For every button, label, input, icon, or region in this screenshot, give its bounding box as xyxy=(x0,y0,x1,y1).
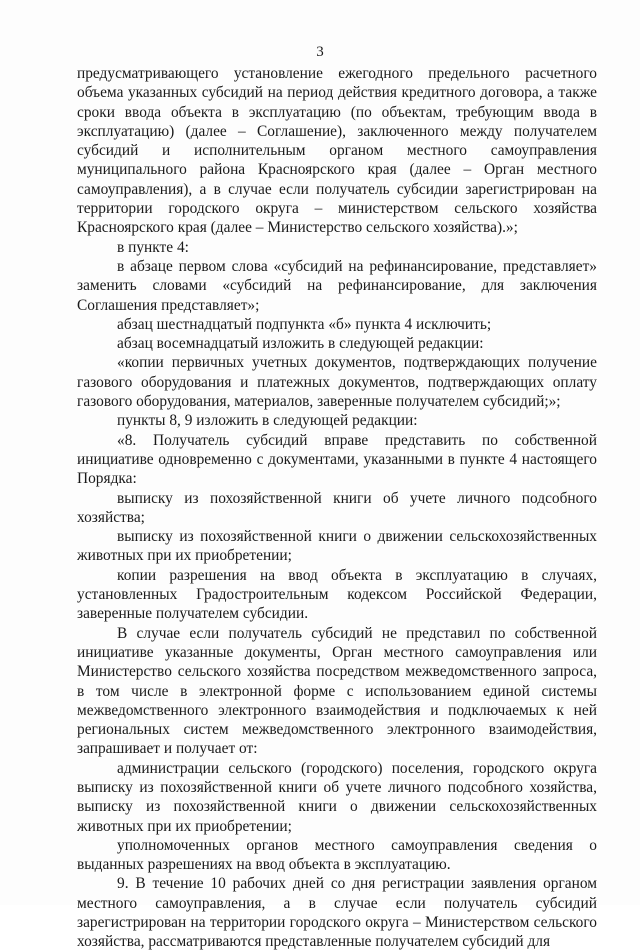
paragraph: абзац шестнадцатый подпункта «б» пункта 4 исключить; xyxy=(117,315,492,333)
paragraph: предусматривающего установление ежегодного предельного расчетного объема указанных субсидий на период действия кредитного договора, а также сроки ввода объекта в эксплуатацию (по объектам, требующим ввода в эксплуатацию) (далее – Соглашение), заключенного между получателем субсидий и исполнительным органом местного самоуправления муниципального района Красноярского края (далее – Орган местного самоуправления), а в случае если получатель субсидии зарегистрирован на территории городского округа – министерством сельского хозяйства Красноярского края (далее – Министерство сельского хозяйства).»; xyxy=(77,65,597,237)
paragraph: в пункте 4: xyxy=(117,238,189,256)
paragraph: пункты 8, 9 изложить в следующей редакции: xyxy=(117,412,418,430)
paragraph: выписку из похозяйственной книги об учете личного подсобного хозяйства; xyxy=(77,489,597,526)
paragraph: «копии первичных учетных документов, подтверждающих получение газового оборудования и платежных документов, подтверждающих оплату газового оборудования, материалов, заверенные получателем субсидий;»; xyxy=(77,354,597,411)
paragraph: В случае если получатель субсидий не представил по собственной инициативе указанные документы, Орган местного самоуправления или Министерство сельского хозяйства посредством межведомственного запроса, в том числе в электронной форме с использованием единой системы межведомственного электронного взаимодействия и подключаемых к ней региональных систем межведомственного электронного взаимодействия, запрашивает и получает от: xyxy=(77,624,597,758)
paragraph: «8. Получатель субсидий вправе представить по собственной инициативе одновременно с документами, указанными в пункте 4 настоящего Порядка: xyxy=(77,431,597,488)
paragraph: копии разрешения на ввод объекта в эксплуатацию в случаях, установленных Градостроительным кодексом Российской Федерации, заверенные получателем субсидии. xyxy=(77,566,597,623)
paragraph: 9. В течение 10 рабочих дней со дня регистрации заявления органом местного самоуправления, а в случае если получатель субсидий зарегистрирован на территории городского округа – Министерством сельского хозяйства, рассматриваются представленные получателем субсидий для xyxy=(77,875,597,951)
paragraph: выписку из похозяйственной книги о движении сельскохозяйственных животных при их приобретении; xyxy=(77,528,597,565)
paragraph: администрации сельского (городского) поселения, городского округа выписку из похозяйственной книги об учете личного подсобного хозяйства, выписку из похозяйственной книги о движении сельскохозяйственных животных при их приобретении; xyxy=(77,759,597,835)
document-body xyxy=(77,64,597,952)
paragraph: уполномоченных органов местного самоуправления сведения о выданных разрешениях на ввод объекта в эксплуатацию. xyxy=(77,836,597,874)
paragraph: в абзаце первом слова «субсидий на рефинансирование, представляет» заменить словами «субсидий на рефинансирование, для заключения Соглашения представляет»; xyxy=(77,257,597,314)
page-number: 3 xyxy=(316,44,324,60)
paragraph: абзац восемнадцатый изложить в следующей редакции: xyxy=(117,335,484,353)
